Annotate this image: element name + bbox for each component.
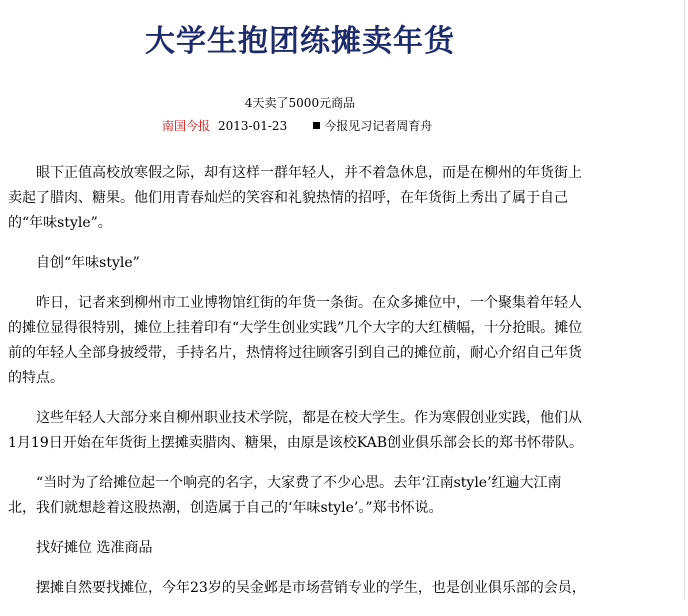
paragraph: 这些年轻人大部分来自柳州职业技术学院，都是在校大学生。作为寒假创业实践，他们从1月19日开始在年货街上摆摊卖腊肉、糖果，由原是该校KAB创业俱乐部会长的郑书怀带队。 <box>8 410 584 451</box>
article-subtitle: 4天卖了5000元商品 <box>244 96 356 110</box>
square-bullet-icon <box>313 122 320 129</box>
article-body <box>8 161 588 616</box>
paragraph-quote: “当时为了给摊位起一个响亮的名字，大家费了不少心思。去年‘江南style’红遍大江南北，我们就想趁着这股热潮，创造属于自己的‘年味style’。”郑书怀说。 <box>8 475 562 516</box>
article-source: 南国今报 <box>162 119 211 133</box>
article-meta <box>162 117 432 134</box>
paragraph: 摆摊自然要找摊位，今年23岁的吴金邺是市场营销专业的学生，也是创业俱乐部的会员， <box>36 580 586 596</box>
section-heading: 找好摊位 选准商品 <box>36 540 153 556</box>
paragraph: 昨日，记者来到柳州市工业博物馆红街的年货一条街。在众多摊位中，一个聚集着年轻人的摊位显得很特别，摊位上挂着印有“大学生创业实践”几个大字的大红横幅，十分抢眼。摊位前的年轻人全部身披绶带，手持名片，热情将过往顾客引到自己的摊位前，耐心介绍自己年货的特点。 <box>8 295 583 386</box>
article-date: 2013-01-23 <box>218 119 288 133</box>
section-heading: 自创“年味style” <box>36 255 140 271</box>
article-byline: 今报见习记者周育舟 <box>324 119 433 133</box>
article-title: 大学生抱团练摊卖年货 <box>145 24 455 59</box>
paragraph-intro: 眼下正值高校放寒假之际，却有这样一群年轻人，并不着急休息，而是在柳州的年货街上卖起了腊肉、糖果。他们用青春灿烂的笑容和礼貌热情的招呼，在年货街上秀出了属于自己的“年味style”。 <box>8 165 582 231</box>
page-border <box>684 0 685 599</box>
